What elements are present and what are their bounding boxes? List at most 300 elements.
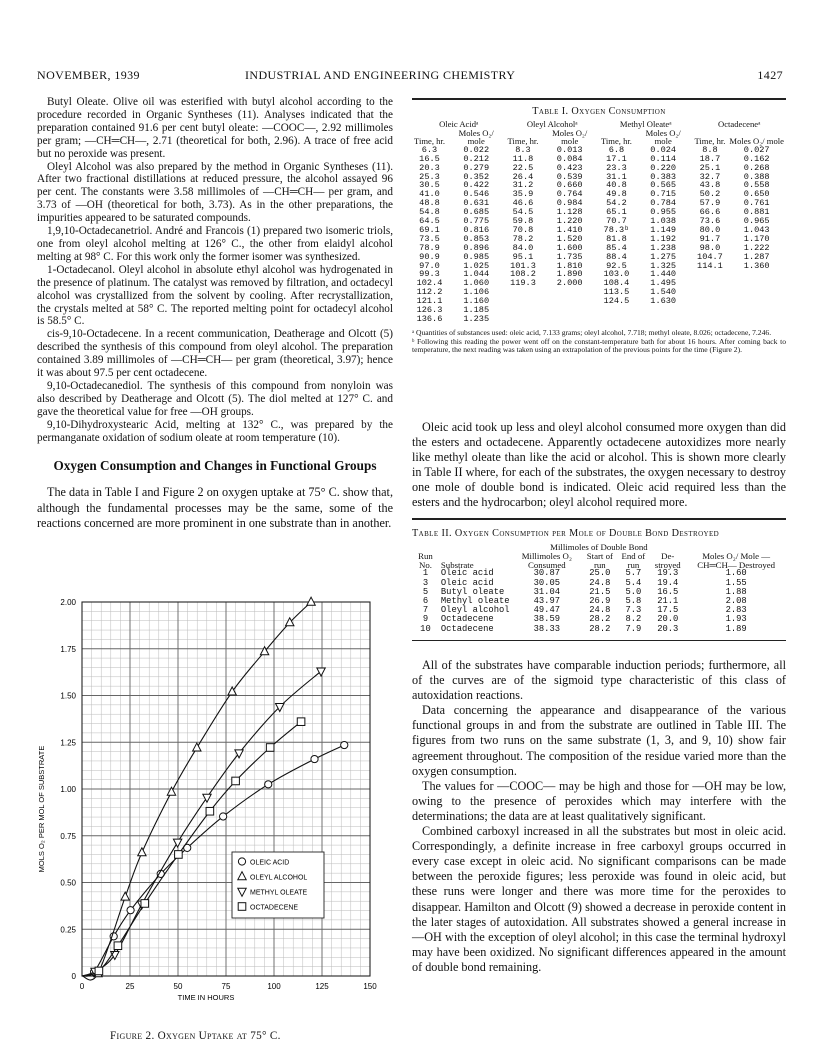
table-cell: 6.8 — [608, 144, 625, 155]
table-cell: 108.2 — [510, 269, 536, 280]
table-cell — [505, 288, 540, 297]
table-cell — [505, 306, 540, 315]
table-cell: 104.7 — [697, 251, 723, 262]
table-cell: 8.3 — [515, 144, 531, 155]
table-cell: 7.3 — [625, 605, 642, 616]
table-cell: 0.955 — [650, 207, 677, 218]
paragraph: cis-9,10-Octadecene. In a recent communication, Deatherage and Olcott (5) described the synthesis of this compound from oleyl alcohol. The preparation contained 3.89 millimoles of —CH═CH— per gram (theoretical, 3.97); hence it was about 97.5 per cent octadecene. — [37, 328, 393, 380]
x-tick-label: 125 — [315, 982, 329, 991]
data-point-octadecene — [232, 777, 240, 785]
table-cell: 3 — [422, 577, 429, 588]
table-cell: 1.60 — [725, 568, 747, 579]
table-cell: 5.8 — [625, 596, 642, 606]
data-point-octadecene — [175, 851, 183, 859]
table-cell: 40.8 — [606, 180, 627, 191]
table-cell: 35.9 — [512, 189, 534, 200]
table-cell: 25.0 — [589, 568, 611, 579]
table-cell: 0.816 — [463, 224, 490, 235]
table-cell: 1.810 — [556, 260, 583, 271]
table-cell: 136.6 — [416, 314, 443, 324]
table-cell: 2.08 — [725, 596, 747, 606]
table-cell: 73.6 — [699, 216, 721, 227]
table-cell — [727, 297, 786, 306]
table-cell: 70.8 — [512, 224, 534, 235]
paragraph: Oleic acid took up less and oleyl alcohol consumed more oxygen than did the esters and octadecene. Apparently octadecene autoxidizes more nearly like methyl oleate than like the acid or alcohol. This is shown more clearly in Table II where, for each of the substrates, the oxygen necessary to destroy one mole of double bond is indicated. Oleic acid required less than the esters and the hydrocarbon; oleyl alcohol required more. — [412, 420, 786, 510]
table-cell: 0.985 — [463, 251, 490, 262]
table-cell: 31.2 — [512, 180, 534, 191]
table-2 — [412, 518, 786, 641]
table-cell: 1.170 — [743, 233, 770, 244]
paragraph: Butyl Oleate. Olive oil was esterified with butyl alcohol according to the procedure recorded in Organic Syntheses (11). Analyses indicated that the preparation contained 91.6 per cent butyl oleate: —COOC—, 2.92 millimoles per gram; —CH═CH—, 2.71 (theoretical for both, 2.96). A trace of free acid but no peroxide was present. — [37, 96, 393, 160]
table-cell: 1.149 — [650, 224, 677, 235]
table-cell: 121.1 — [416, 296, 443, 307]
x-tick-label: 100 — [267, 982, 281, 991]
table-cell: 54.8 — [419, 207, 440, 218]
table-cell: 38.59 — [533, 614, 561, 625]
table-cell: 30.5 — [419, 180, 440, 191]
table-cell: 1.440 — [650, 269, 677, 280]
table-cell: 78.2 — [512, 233, 534, 244]
table-cell: 7 — [422, 605, 429, 616]
table-cell: 54.2 — [606, 198, 627, 209]
table-cell: 17.1 — [606, 153, 627, 164]
table-cell: 0.024 — [650, 144, 677, 155]
table-cell: 0.383 — [650, 171, 677, 182]
table-cell: 70.7 — [606, 216, 627, 227]
y-tick-label: 0.25 — [60, 925, 76, 935]
table-cell: 0.761 — [743, 198, 770, 209]
data-point-oleic-acid — [220, 813, 227, 820]
series-line-oleyl-alcohol — [82, 602, 311, 980]
table-cell: 1.235 — [463, 314, 490, 324]
table-cell: 1.520 — [556, 233, 583, 244]
table-cell: 0.352 — [463, 171, 490, 182]
table-cell: 9 — [422, 614, 429, 625]
y-tick-label: 2.00 — [60, 598, 76, 607]
table-cell: 18.7 — [699, 153, 721, 164]
table-cell: 112.2 — [416, 287, 443, 298]
table-cell — [692, 306, 727, 315]
table-cell: 0.220 — [650, 162, 677, 173]
table-cell: 25.1 — [699, 162, 721, 173]
table-cell: 22.5 — [512, 162, 534, 173]
table-cell: 59.8 — [512, 216, 534, 227]
data-point-oleyl-alcohol — [138, 848, 146, 856]
table-cell — [634, 306, 693, 315]
table-cell — [505, 297, 540, 306]
legend-label: METHYL OLEATE — [250, 889, 308, 897]
column-group-header: Methyl Oleateᵃ — [619, 119, 672, 129]
table-cell: Oleic acid — [440, 568, 494, 579]
data-point-oleic-acid — [127, 907, 134, 914]
table-row — [412, 315, 786, 324]
column-subheader: Moles O₂/ mole — [729, 136, 784, 147]
table-cell: 26.9 — [589, 596, 611, 606]
table-cell: 81.8 — [606, 233, 627, 244]
table-cell: 8.2 — [625, 614, 642, 625]
table-cell: 11.8 — [512, 153, 534, 164]
table-1-caption: Table I. Oxygen Consumption — [532, 106, 666, 117]
table-cell: 97.0 — [419, 260, 440, 271]
y-tick-label: 1.50 — [60, 691, 76, 701]
table-cell: 38.33 — [533, 623, 561, 634]
table-cell: 21.1 — [657, 596, 679, 606]
data-point-oleyl-alcohol — [193, 743, 201, 751]
column-header: De-stroyed — [654, 550, 681, 570]
paragraph: All of the substrates have comparable induction periods; furthermore, all of the curves are of the sigmoid type characteristic of this class of autoxidation reactions. — [412, 658, 786, 703]
column-subheader: Moles O₂/ mole — [645, 127, 681, 147]
figure-2-caption: Figure 2. Oxygen Uptake at 75° C. — [110, 1030, 281, 1042]
column-header: Millimoles O₂ Consumed — [521, 550, 572, 570]
table-cell — [692, 270, 727, 279]
table-cell: 2.83 — [725, 605, 747, 616]
table-cell: 5.0 — [625, 586, 642, 597]
table-cell: 95.1 — [512, 251, 534, 262]
table-cell: Octadecene — [440, 614, 494, 625]
paragraph: Oleyl Alcohol was also prepared by the method in Organic Syntheses (11). After two fractional distillations at reduced pressure, the alcohol assayed 96 per cent. The constants were 3.58 millimoles of —CH═CH— per gram, and 3.73 of —OH (theoretical for both, 3.73). As in the other preparations, the impurities appeared to be saturated compounds. — [37, 160, 393, 225]
table-cell: 80.0 — [699, 224, 721, 235]
table-cell: Octadecene — [440, 623, 494, 634]
table-cell: 1.630 — [650, 296, 677, 307]
column-header: Run No. — [418, 550, 433, 570]
table-cell — [727, 279, 786, 288]
table-cell — [692, 279, 727, 288]
table-cell: 49.47 — [533, 605, 561, 616]
data-point-methyl-oleate — [173, 839, 181, 847]
y-tick-label: 0.75 — [60, 831, 76, 841]
table-cell: 0.539 — [556, 171, 583, 182]
table-cell — [540, 315, 599, 324]
y-tick-label: 1.25 — [60, 738, 76, 748]
column-subheader: Time, hr. — [600, 136, 632, 147]
table-cell — [727, 288, 786, 297]
table-cell: 30.05 — [533, 577, 561, 588]
table-cell: 19.3 — [657, 568, 679, 579]
table-1-footnote-b: ᵇ Following this reading the power went off on the constant-temperature bath for about 16 hours. After coming back to temperature, the next reading was taken using an extrapolation of the previous points for the time (Figure 2). — [412, 336, 786, 355]
table-cell: 1.192 — [650, 233, 677, 244]
table-cell: 41.0 — [419, 189, 440, 200]
table-cell: 1.890 — [556, 269, 583, 280]
table-cell: 0.685 — [463, 207, 490, 218]
table-cell: 0.896 — [463, 242, 490, 253]
data-point-octadecene — [95, 967, 103, 975]
table-cell: 1.106 — [463, 287, 490, 298]
table-cell: 1.89 — [725, 623, 747, 634]
column-header: Substrate — [440, 559, 474, 570]
table-cell: 1.185 — [463, 305, 490, 316]
table-cell: 0.268 — [743, 162, 770, 173]
table-cell: 0.853 — [463, 233, 490, 244]
table-cell: 1.043 — [743, 224, 770, 235]
table-cell: 88.4 — [606, 251, 627, 262]
table-cell: 114.1 — [697, 260, 723, 271]
table-cell: 0.558 — [743, 180, 770, 191]
table-cell: 99.3 — [419, 269, 440, 280]
column-subheader: Moles O₂/ mole — [552, 127, 588, 147]
table-cell: 90.9 — [419, 251, 440, 262]
table-cell: 0.784 — [650, 198, 677, 209]
table-cell: 32.7 — [699, 171, 721, 182]
data-point-octadecene — [141, 900, 149, 908]
table-cell: 113.5 — [603, 287, 630, 298]
table-cell: 0.022 — [463, 144, 490, 155]
column-group-header: Millimoles of Double Bond — [550, 542, 648, 552]
table-cell: 1.044 — [463, 269, 490, 280]
table-cell: 65.1 — [606, 207, 627, 218]
table-cell: 0.984 — [556, 198, 583, 209]
table-cell: 0.114 — [650, 153, 677, 164]
paragraph: The values for —COOC— may be high and those for —OH may be low, owing to the presence of peroxides which may interfere with the determinations; the data are at least qualitatively significant. — [412, 778, 786, 823]
table-cell: 46.6 — [512, 198, 534, 209]
table-cell: 54.5 — [512, 207, 534, 218]
table-cell: 0.388 — [743, 171, 770, 182]
legend-marker — [238, 903, 246, 911]
table-cell: 1.495 — [650, 278, 677, 289]
table-cell — [692, 288, 727, 297]
column-subheader: Moles O₂/ mole — [458, 127, 494, 147]
legend-marker — [238, 858, 245, 865]
table-cell: 0.881 — [743, 207, 770, 218]
table-cell: 66.6 — [699, 207, 721, 218]
table-cell — [692, 315, 727, 324]
data-point-oleic-acid — [341, 741, 348, 748]
paragraph: 1-Octadecanol. Oleyl alcohol in absolute ethyl alcohol was hydrogenated in the presence of platinum. The catalyst was removed by filtration, and octadecyl alcohol was crystallized from the solvent by cooling. After recrystallization, the crystals melted at 58° C. The reported melting point for octadecyl alcohol is 58.5° C. — [37, 263, 393, 328]
table-cell: 91.7 — [699, 233, 721, 244]
table-cell: 1.060 — [463, 278, 490, 289]
table-cell: 108.4 — [603, 278, 630, 289]
column-group-header: Oleyl Alcoholᵃ — [526, 119, 578, 129]
table-cell — [727, 270, 786, 279]
table-cell: 1.038 — [650, 216, 677, 227]
table-cell: 31.04 — [533, 586, 561, 597]
table-cell: 28.2 — [589, 614, 611, 625]
legend-label: OLEYL ALCOHOL — [250, 874, 308, 882]
table-cell: 1.025 — [463, 260, 490, 271]
table-cell: 1.238 — [650, 242, 677, 253]
table-cell: 0.212 — [463, 153, 490, 164]
table-cell — [692, 297, 727, 306]
data-point-octadecene — [297, 718, 305, 726]
table-cell: 48.8 — [419, 198, 440, 209]
x-tick-label: 75 — [221, 982, 231, 991]
table-cell: 6.3 — [421, 144, 438, 155]
table-cell: 0.423 — [556, 162, 583, 173]
table-cell — [540, 288, 599, 297]
table-row — [412, 625, 786, 634]
table-cell: 5.7 — [625, 568, 642, 579]
table-cell — [727, 315, 786, 324]
table-cell: 102.4 — [416, 278, 443, 289]
data-point-oleic-acid — [311, 755, 318, 762]
table-cell: 20.3 — [657, 623, 679, 634]
table-cell: 16.5 — [419, 153, 440, 164]
x-tick-label: 0 — [79, 982, 85, 991]
right-column-upper — [412, 420, 786, 511]
table-cell: 21.5 — [589, 586, 611, 597]
table-cell: 23.3 — [606, 162, 627, 173]
table-cell: 30.87 — [533, 568, 561, 579]
table-cell: 43.8 — [699, 180, 721, 191]
table-cell: 24.8 — [589, 605, 611, 616]
header-date: NOVEMBER, 1939 — [37, 68, 140, 82]
data-point-oleyl-alcohol — [121, 892, 129, 900]
column-subheader: Time, hr. — [507, 136, 539, 147]
table-cell: Oleic acid — [440, 577, 494, 588]
right-column-lower — [412, 658, 786, 975]
table-cell: 28.2 — [589, 623, 611, 634]
table-cell: 1.540 — [650, 287, 677, 298]
paragraph: 9,10-Octadecanediol. The synthesis of this compound from nonyloin was also described by Deatherage and Olcott (5). The diol melted at 127° C. and gave the theoretical value for free —OH groups. — [37, 379, 393, 418]
table-cell: 1.600 — [556, 242, 583, 253]
table-cell: 85.4 — [606, 242, 627, 253]
table-cell: 1.275 — [650, 251, 677, 262]
paragraph: 9,10-Dihydroxystearic Acid, melting at 132° C., was prepared by the permanganate oxidation of sodium oleate at room temperature (10). — [37, 418, 393, 444]
paragraph: Combined carboxyl increased in all the substrates but most in oleic acid. Correspondingly, a definite increase in free carboxyl groups occurred in every case except in oleic acid. No significant comparisons can be made between the peroxide figures; less peroxide was found in oleic acid, but these runs were longer and there was more time for the peroxides to disappear. Hamilton and Olcott (9) showed a decrease in peroxide content in the later stages of autoxidation. All substrates showed a general increase in —OH with the exception of oleyl alcohol; in this case the terminal hydroxyl may have been oxidized. No significant differences appeared in the amount of double bond remaining. — [412, 824, 786, 974]
column-header: Start of run — [586, 550, 613, 570]
table-cell: 1.735 — [556, 251, 583, 262]
running-header — [37, 68, 783, 84]
table-cell: 7.9 — [625, 623, 642, 634]
table-cell — [599, 306, 634, 315]
paragraph: Data concerning the appearance and disappearance of the various functional groups in and from the substrate are outlined in Table III. The figures from two runs on the same substrate (1, 3, and 9, 10) show fair agreement throughout. The composition of the residue varied more than the oxygen consumption. — [412, 703, 786, 778]
column-group-header: Octadeceneᵃ — [718, 119, 761, 129]
table-cell: 0.764 — [556, 189, 583, 200]
column-header: Moles O₂/ Mole —CH═CH— Destroyed — [697, 550, 776, 570]
x-tick-label: 25 — [125, 982, 135, 991]
table-1 — [412, 98, 786, 355]
table-cell: 1.410 — [556, 224, 583, 235]
table-cell: 6 — [422, 596, 429, 606]
table-cell: 126.3 — [416, 305, 443, 316]
table-cell: 5.4 — [625, 577, 642, 588]
table-cell: 64.5 — [419, 216, 440, 227]
table-cell: 1.55 — [725, 577, 747, 588]
x-axis-label: TIME IN HOURS — [177, 993, 235, 1002]
y-tick-label: 0.50 — [60, 878, 76, 888]
table-cell: 49.8 — [606, 189, 627, 200]
table-cell: 1.325 — [650, 260, 677, 271]
data-point-methyl-oleate — [317, 668, 325, 676]
table-cell: 0.027 — [743, 144, 770, 155]
table-cell: 43.97 — [533, 596, 561, 606]
table-cell: 119.3 — [510, 278, 536, 289]
left-column — [37, 96, 393, 531]
table-cell — [599, 315, 634, 324]
table-2-grid — [412, 543, 786, 634]
y-tick-label: 1.00 — [60, 785, 76, 794]
table-cell: 1.360 — [743, 260, 770, 271]
y-axis-label: MOLS O₂ PER MOL OF SUBSTRATE — [37, 745, 46, 873]
table-cell: 73.5 — [419, 233, 440, 244]
table-cell: 0.279 — [463, 162, 490, 173]
y-tick-label: 0 — [71, 972, 76, 981]
y-tick-label: 1.75 — [60, 644, 76, 654]
x-tick-label: 150 — [363, 982, 377, 991]
table-cell: 17.5 — [657, 605, 679, 616]
table-cell: 26.4 — [512, 171, 534, 182]
table-cell: 98.0 — [699, 242, 721, 253]
header-journal: INDUSTRIAL AND ENGINEERING CHEMISTRY — [245, 68, 516, 82]
table-cell: 0.650 — [743, 189, 770, 200]
table-cell: Butyl oleate — [440, 586, 505, 597]
table-cell: 92.5 — [606, 260, 627, 271]
column-subheader: Time, hr. — [694, 136, 726, 147]
section-heading: Oxygen Consumption and Changes in Functional Groups — [53, 458, 377, 474]
table-cell: 0.546 — [463, 189, 490, 200]
table-cell — [727, 306, 786, 315]
table-cell: 0.013 — [556, 144, 583, 155]
table-cell: 0.631 — [463, 198, 490, 209]
table-cell: 1.88 — [725, 586, 747, 597]
preparation-paragraphs — [37, 96, 393, 444]
table-cell: 0.565 — [650, 180, 677, 191]
table-cell: 50.2 — [699, 189, 721, 200]
table-cell: 78.3ᵇ — [603, 224, 630, 235]
paragraph: 1,9,10-Octadecanetriol. André and Francois (1) prepared two isomeric triols, one from oleyl alcohol melting at 126° C., the other from elaidyl alcohol melting at 98° C. For this work only the former isomer was synthesized. — [37, 225, 393, 263]
legend-label: OCTADECENE — [250, 904, 299, 912]
table-cell: 16.5 — [657, 586, 679, 597]
table-cell: Methyl oleate — [440, 596, 510, 606]
data-point-octadecene — [114, 942, 122, 950]
table-cell: 1.160 — [463, 296, 490, 307]
legend-label: OLEIC ACID — [250, 859, 290, 867]
x-tick-label: 50 — [173, 982, 183, 991]
table-2-caption: Table II. Oxygen Consumption per Mole of Double Bond Destroyed — [412, 528, 720, 539]
column-subheader: Time, hr. — [414, 136, 445, 147]
table-cell: 1.220 — [556, 216, 583, 227]
table-cell: 8.8 — [702, 144, 718, 155]
table-cell: 0.162 — [743, 153, 770, 164]
table-cell: 78.9 — [419, 242, 440, 253]
table-cell: Oleyl alcohol — [440, 605, 510, 616]
table-cell: 101.3 — [510, 260, 536, 271]
table-1-grid — [412, 120, 786, 324]
table-cell: 57.9 — [699, 198, 721, 209]
table-cell: 103.0 — [603, 269, 630, 280]
table-cell: 0.965 — [743, 216, 770, 227]
table-cell: 10 — [420, 623, 431, 634]
table-cell — [540, 306, 599, 315]
column-group-header: Oleic Acidᵃ — [439, 119, 479, 129]
table-cell — [505, 315, 540, 324]
table-cell: 84.0 — [512, 242, 534, 253]
data-point-oleyl-alcohol — [307, 597, 315, 605]
table-cell: 20.3 — [419, 162, 440, 173]
table-cell: 0.084 — [556, 153, 583, 164]
table-cell: 2.000 — [556, 278, 583, 289]
table-cell: 5 — [422, 586, 429, 597]
table-cell: 25.3 — [419, 171, 440, 182]
table-cell: 124.5 — [603, 296, 630, 307]
table-cell: 20.0 — [657, 614, 679, 625]
table-cell: 1.222 — [743, 242, 770, 253]
header-page-number: 1427 — [757, 68, 783, 82]
column-header: End of run — [621, 550, 646, 570]
table-cell: 1.128 — [556, 207, 583, 218]
table-cell: 0.715 — [650, 189, 677, 200]
table-cell: 19.4 — [657, 577, 679, 588]
table-cell — [540, 297, 599, 306]
table-cell: 0.775 — [463, 216, 490, 227]
table-cell: 1.287 — [743, 251, 770, 262]
figure-2 — [0, 580, 410, 1040]
paragraph: The data in Table I and Figure 2 on oxygen uptake at 75° C. show that, although the fundamental processes may be the same, some of the reactions concerned are more prominent in one substrate than in another. — [37, 485, 393, 530]
data-point-oleic-acid — [265, 781, 272, 788]
table-cell — [634, 315, 693, 324]
table-cell: 0.660 — [556, 180, 583, 191]
table-cell: 0.422 — [463, 180, 490, 191]
data-point-octadecene — [206, 807, 214, 815]
